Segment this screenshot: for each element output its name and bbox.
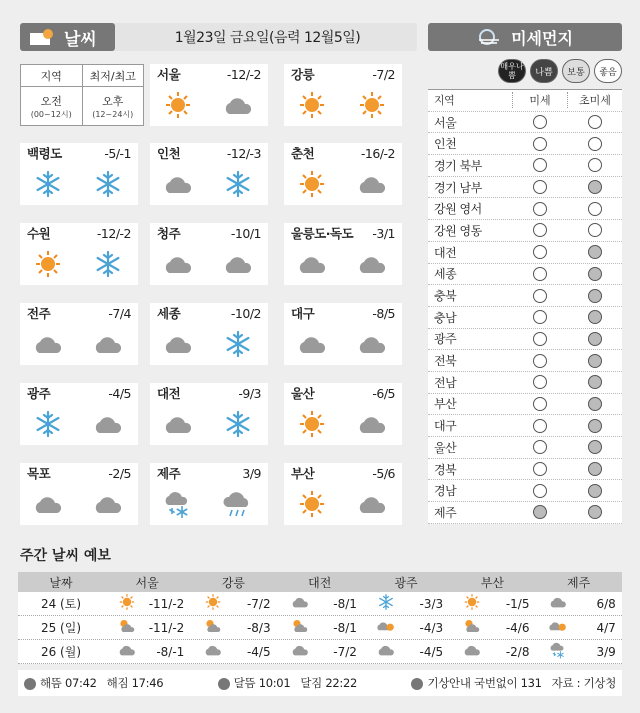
weekly-temp: -7/2 (246, 596, 271, 611)
dust-region: 경기 북부 (434, 158, 482, 173)
pm25-status-dot (588, 137, 602, 151)
cloud-icon (356, 409, 388, 439)
weekly-temp: -8/3 (246, 620, 271, 635)
sun-icon (24, 678, 36, 690)
weekly-temp: -11/-2 (148, 620, 185, 635)
pm25-status-dot (588, 484, 602, 498)
cloud-icon (356, 249, 388, 279)
sun-icon (356, 90, 388, 120)
cloud-icon (92, 409, 124, 439)
city-name: 청주 (157, 226, 181, 241)
city-card (150, 383, 268, 445)
weekly-cell (104, 593, 190, 614)
sun-cloud-logo-icon (28, 27, 58, 47)
city-card (284, 383, 402, 445)
pm25-status-dot (588, 115, 602, 129)
pm25-status-dot (588, 289, 602, 303)
weekly-temp: -4/3 (419, 620, 444, 635)
weekly-cell (104, 617, 190, 638)
city-card (150, 64, 268, 126)
cloud-icon (547, 593, 569, 614)
snow-icon (222, 409, 254, 439)
weekly-cell (277, 617, 363, 638)
pm10-status-dot (533, 462, 547, 476)
weekly-city: 광주 (394, 575, 418, 590)
city-temp: -6/5 (372, 385, 395, 401)
weekly-city: 부산 (480, 575, 504, 590)
cloud-icon (162, 329, 194, 359)
legend-temp: 최저/최고 (89, 69, 136, 83)
pm25-status-dot (588, 223, 602, 237)
dust-row (428, 112, 622, 134)
weekly-temp: 6/8 (596, 596, 616, 611)
sun-icon (296, 169, 328, 199)
cloud-icon (289, 593, 311, 614)
dust-region: 충북 (434, 289, 457, 304)
dust-region: 광주 (434, 332, 457, 347)
city-temp: -12/-3 (226, 145, 261, 161)
weekly-cell (277, 593, 363, 614)
weekly-cell (449, 617, 535, 638)
weekly-date: 24 (토) (40, 597, 82, 611)
city-card (284, 223, 402, 285)
sunrise: 해뜸 07:42 (24, 675, 97, 691)
dust-row (428, 307, 622, 329)
snow-icon (32, 409, 64, 439)
snow-icon (222, 169, 254, 199)
city-name: 춘천 (291, 146, 315, 161)
sun-icon (202, 593, 224, 614)
cloud-icon (162, 409, 194, 439)
city-name: 수원 (27, 226, 51, 241)
pm10-status-dot (533, 484, 547, 498)
weekly-temp: -8/1 (333, 596, 357, 611)
cloud-icon (296, 329, 328, 359)
weekly-city: 강릉 (221, 575, 246, 590)
city-name: 대구 (291, 306, 315, 321)
pm25-status-dot (588, 375, 602, 389)
sun-icon (296, 409, 328, 439)
weekly-temp: -2/8 (505, 644, 530, 659)
dust-row (428, 242, 622, 264)
weekly-header: 날짜 서울 강릉 대전 광주 부산 제주 (18, 572, 622, 592)
weekly-cell (363, 593, 449, 614)
weekly-date: 25 (일) (40, 621, 82, 635)
weekly-temp: -1/5 (505, 596, 530, 611)
weekly-temp: -7/2 (333, 644, 357, 659)
cloud-icon (461, 641, 483, 662)
cloud-snow-icon (162, 489, 194, 519)
snow-icon (375, 593, 397, 614)
weekly-date: 26 (월) (40, 645, 82, 659)
cloud-snow-icon (547, 641, 569, 662)
snow-icon (92, 169, 124, 199)
cloud-sun-icon (547, 617, 569, 638)
cloud-icon (32, 489, 64, 519)
city-temp: -8/5 (372, 305, 395, 321)
city-temp: -10/1 (230, 225, 261, 241)
cloud-rain-icon (222, 489, 254, 519)
weekly-cell (363, 641, 449, 662)
weekly-row (18, 592, 622, 616)
moonrise: 달뜸 10:01 (218, 675, 291, 691)
weekly-temp: -8/1 (333, 620, 357, 635)
city-temp: -5/-1 (104, 145, 131, 161)
pm10-status-dot (533, 115, 547, 129)
dust-row (428, 264, 622, 286)
city-card (284, 303, 402, 365)
city-temp: -4/5 (108, 385, 131, 401)
snow-icon (92, 249, 124, 279)
city-temp: -3/1 (372, 225, 395, 241)
city-card (284, 143, 402, 205)
weekly-city: 대전 (308, 575, 332, 590)
pm10-status-dot (533, 202, 547, 216)
snow-icon (222, 329, 254, 359)
pm25-status-dot (588, 354, 602, 368)
weekly-city: 서울 (135, 575, 159, 590)
weekly-temp: 4/7 (596, 620, 616, 635)
sun-cloud-icon (461, 617, 483, 638)
dust-region: 인천 (434, 137, 457, 152)
dust-row (428, 459, 622, 481)
dust-row (428, 177, 622, 199)
dust-panel (428, 57, 622, 536)
city-card (20, 143, 138, 205)
dust-row (428, 394, 622, 416)
city-card (284, 64, 402, 126)
weekly-cell (449, 593, 535, 614)
weather-title: 날씨 (20, 23, 115, 51)
legend-good: 좋음 (594, 59, 622, 83)
pm10-status-dot (533, 137, 547, 151)
dust-row (428, 372, 622, 394)
dust-region: 경북 (434, 462, 457, 477)
date-label: 1월23일 금요일(음력 12월5일) (174, 30, 361, 46)
pm10-status-dot (533, 245, 547, 259)
weekly-cell (535, 641, 621, 662)
pm10-status-dot (533, 158, 547, 172)
pm25-status-dot (588, 419, 602, 433)
cloud-icon (92, 329, 124, 359)
sun-icon (296, 90, 328, 120)
dust-row (428, 437, 622, 459)
cloud-icon (162, 169, 194, 199)
legend-very-bad: 매우나쁨 (498, 59, 526, 83)
dust-region: 강원 영동 (434, 223, 482, 238)
legend-region: 지역 (21, 65, 83, 86)
pm25-status-dot (588, 440, 602, 454)
city-card (150, 463, 268, 525)
pm10-status-dot (533, 419, 547, 433)
cloud-icon (222, 90, 254, 120)
city-name: 제주 (157, 466, 181, 481)
weekly-cell (363, 617, 449, 638)
cloud-icon (356, 329, 388, 359)
dust-row (428, 480, 622, 502)
city-card (20, 223, 138, 285)
cloud-icon (32, 329, 64, 359)
dust-row (428, 350, 622, 372)
dust-row (428, 502, 622, 524)
city-temp: -9/3 (238, 385, 261, 401)
cloud-icon (356, 169, 388, 199)
city-name: 강릉 (291, 67, 315, 82)
pm10-status-dot (533, 397, 547, 411)
weekly-table (18, 572, 622, 664)
city-name: 대전 (157, 386, 181, 401)
city-card (284, 463, 402, 525)
phone-icon (411, 678, 423, 690)
pm25-status-dot (588, 202, 602, 216)
weekly-title: 주간 날씨 예보 (20, 548, 111, 564)
legend-normal: 보통 (562, 59, 590, 83)
dust-region: 전북 (434, 354, 457, 369)
city-temp: -7/2 (372, 66, 395, 82)
sun-icon (296, 489, 328, 519)
sun-icon (116, 593, 138, 614)
weekly-temp: -4/5 (419, 644, 444, 659)
pm10-status-dot (533, 354, 547, 368)
weekly-cell (104, 641, 190, 662)
weekly-temp: 3/9 (596, 644, 616, 659)
dust-row (428, 155, 622, 177)
pm10-status-dot (533, 440, 547, 454)
dust-region: 전남 (434, 375, 457, 390)
dust-row (428, 220, 622, 242)
weekly-cell (277, 641, 363, 662)
cloud-icon (289, 641, 311, 662)
sun-icon (461, 593, 483, 614)
weekly-cell (449, 641, 535, 662)
city-name: 전주 (27, 306, 51, 321)
pm25-status-dot (588, 332, 602, 346)
pm25-status-dot (588, 505, 602, 519)
dust-region: 울산 (434, 440, 457, 455)
wind-icon (477, 28, 503, 46)
weather-info: 기상안내 국번없이 131 (411, 675, 541, 691)
pm10-status-dot (533, 289, 547, 303)
cloud-icon (222, 249, 254, 279)
dust-region: 세종 (434, 267, 457, 282)
dust-row (428, 285, 622, 307)
dust-row (428, 415, 622, 437)
weekly-row (18, 616, 622, 640)
weekly-cell (190, 617, 276, 638)
cloud-icon (296, 249, 328, 279)
dust-row (428, 133, 622, 155)
dust-region: 대구 (434, 419, 457, 434)
cloud-icon (356, 489, 388, 519)
snow-icon (32, 169, 64, 199)
dust-header-row: 지역 미세 초미세 (428, 90, 622, 112)
city-temp: -10/2 (230, 305, 261, 321)
sun-icon (162, 90, 194, 120)
dust-region: 대전 (434, 245, 457, 260)
city-name: 세종 (157, 306, 181, 321)
city-name: 부산 (291, 466, 315, 481)
source: 자료 : 기상청 (551, 676, 617, 690)
weekly-cell (190, 593, 276, 614)
dust-region: 충남 (434, 310, 457, 325)
city-card (150, 223, 268, 285)
city-name: 울산 (291, 386, 315, 401)
city-name: 백령도 (27, 146, 62, 161)
pm10-status-dot (533, 375, 547, 389)
weekly-temp: -3/3 (419, 596, 444, 611)
weekly-temp: -4/6 (505, 620, 530, 635)
cloud-icon (162, 249, 194, 279)
dust-row (428, 198, 622, 220)
pm25-status-dot (588, 180, 602, 194)
sun-cloud-icon (289, 617, 311, 638)
pm25-status-dot (588, 267, 602, 281)
dust-table (428, 89, 622, 524)
city-card (20, 463, 138, 525)
dust-region: 제주 (434, 505, 457, 520)
weekly-cell (190, 641, 276, 662)
pm25-status-dot (588, 397, 602, 411)
dust-region: 강원 영서 (434, 202, 482, 217)
weekly-city: 제주 (567, 575, 591, 590)
legend-box (20, 64, 144, 126)
pm10-status-dot (533, 223, 547, 237)
sun-icon (32, 249, 64, 279)
city-name: 서울 (157, 67, 181, 82)
city-temp: -5/6 (372, 465, 395, 481)
pm10-status-dot (533, 267, 547, 281)
city-temp: -12/-2 (96, 225, 131, 241)
city-name: 광주 (27, 386, 51, 401)
city-card (150, 303, 268, 365)
footer (18, 670, 622, 696)
weekly-temp: -4/5 (246, 644, 271, 659)
dust-region: 부산 (434, 397, 457, 412)
dust-legend (428, 57, 622, 85)
city-temp: 3/9 (242, 465, 261, 481)
city-temp: -2/5 (108, 465, 131, 481)
pm25-status-dot (588, 245, 602, 259)
city-card (20, 303, 138, 365)
cloud-icon (202, 641, 224, 662)
pm25-status-dot (588, 158, 602, 172)
dust-row (428, 329, 622, 351)
moonset: 달짐 22:22 (300, 676, 357, 690)
city-name: 목포 (27, 466, 51, 481)
sunset: 해짐 17:46 (106, 676, 164, 690)
city-card (20, 383, 138, 445)
cloud-icon (116, 641, 138, 662)
weekly-cell (535, 617, 621, 638)
pm25-status-dot (588, 310, 602, 324)
city-temp: -7/4 (108, 305, 131, 321)
legend-am: 오전 (00~12시) (21, 87, 83, 126)
city-card (150, 143, 268, 205)
cloud-icon (92, 489, 124, 519)
legend-pm: 오후 (12~24시) (92, 95, 134, 119)
pm25-status-dot (588, 462, 602, 476)
cloud-icon (375, 641, 397, 662)
pm10-status-dot (533, 180, 547, 194)
weekly-temp: -8/-1 (156, 644, 185, 659)
pm10-status-dot (533, 332, 547, 346)
sun-cloud-icon (202, 617, 224, 638)
moon-icon (218, 678, 230, 690)
dust-region: 경기 남부 (434, 180, 482, 195)
cloud-sun-icon (375, 617, 397, 638)
city-temp: -12/-2 (226, 66, 261, 82)
dust-region: 서울 (434, 115, 457, 130)
dust-title: 미세먼지 (428, 23, 622, 51)
weekly-cell (535, 593, 621, 614)
pm10-status-dot (533, 310, 547, 324)
pm10-status-dot (533, 505, 547, 519)
sun-cloud-icon (116, 617, 138, 638)
dust-region: 경남 (434, 484, 457, 499)
legend-bad: 나쁨 (530, 59, 558, 83)
city-name: 인천 (157, 146, 181, 161)
weekly-row (18, 640, 622, 664)
city-name: 울릉도·독도 (291, 226, 354, 241)
city-temp: -16/-2 (360, 145, 395, 161)
weekly-temp: -11/-2 (148, 596, 185, 611)
